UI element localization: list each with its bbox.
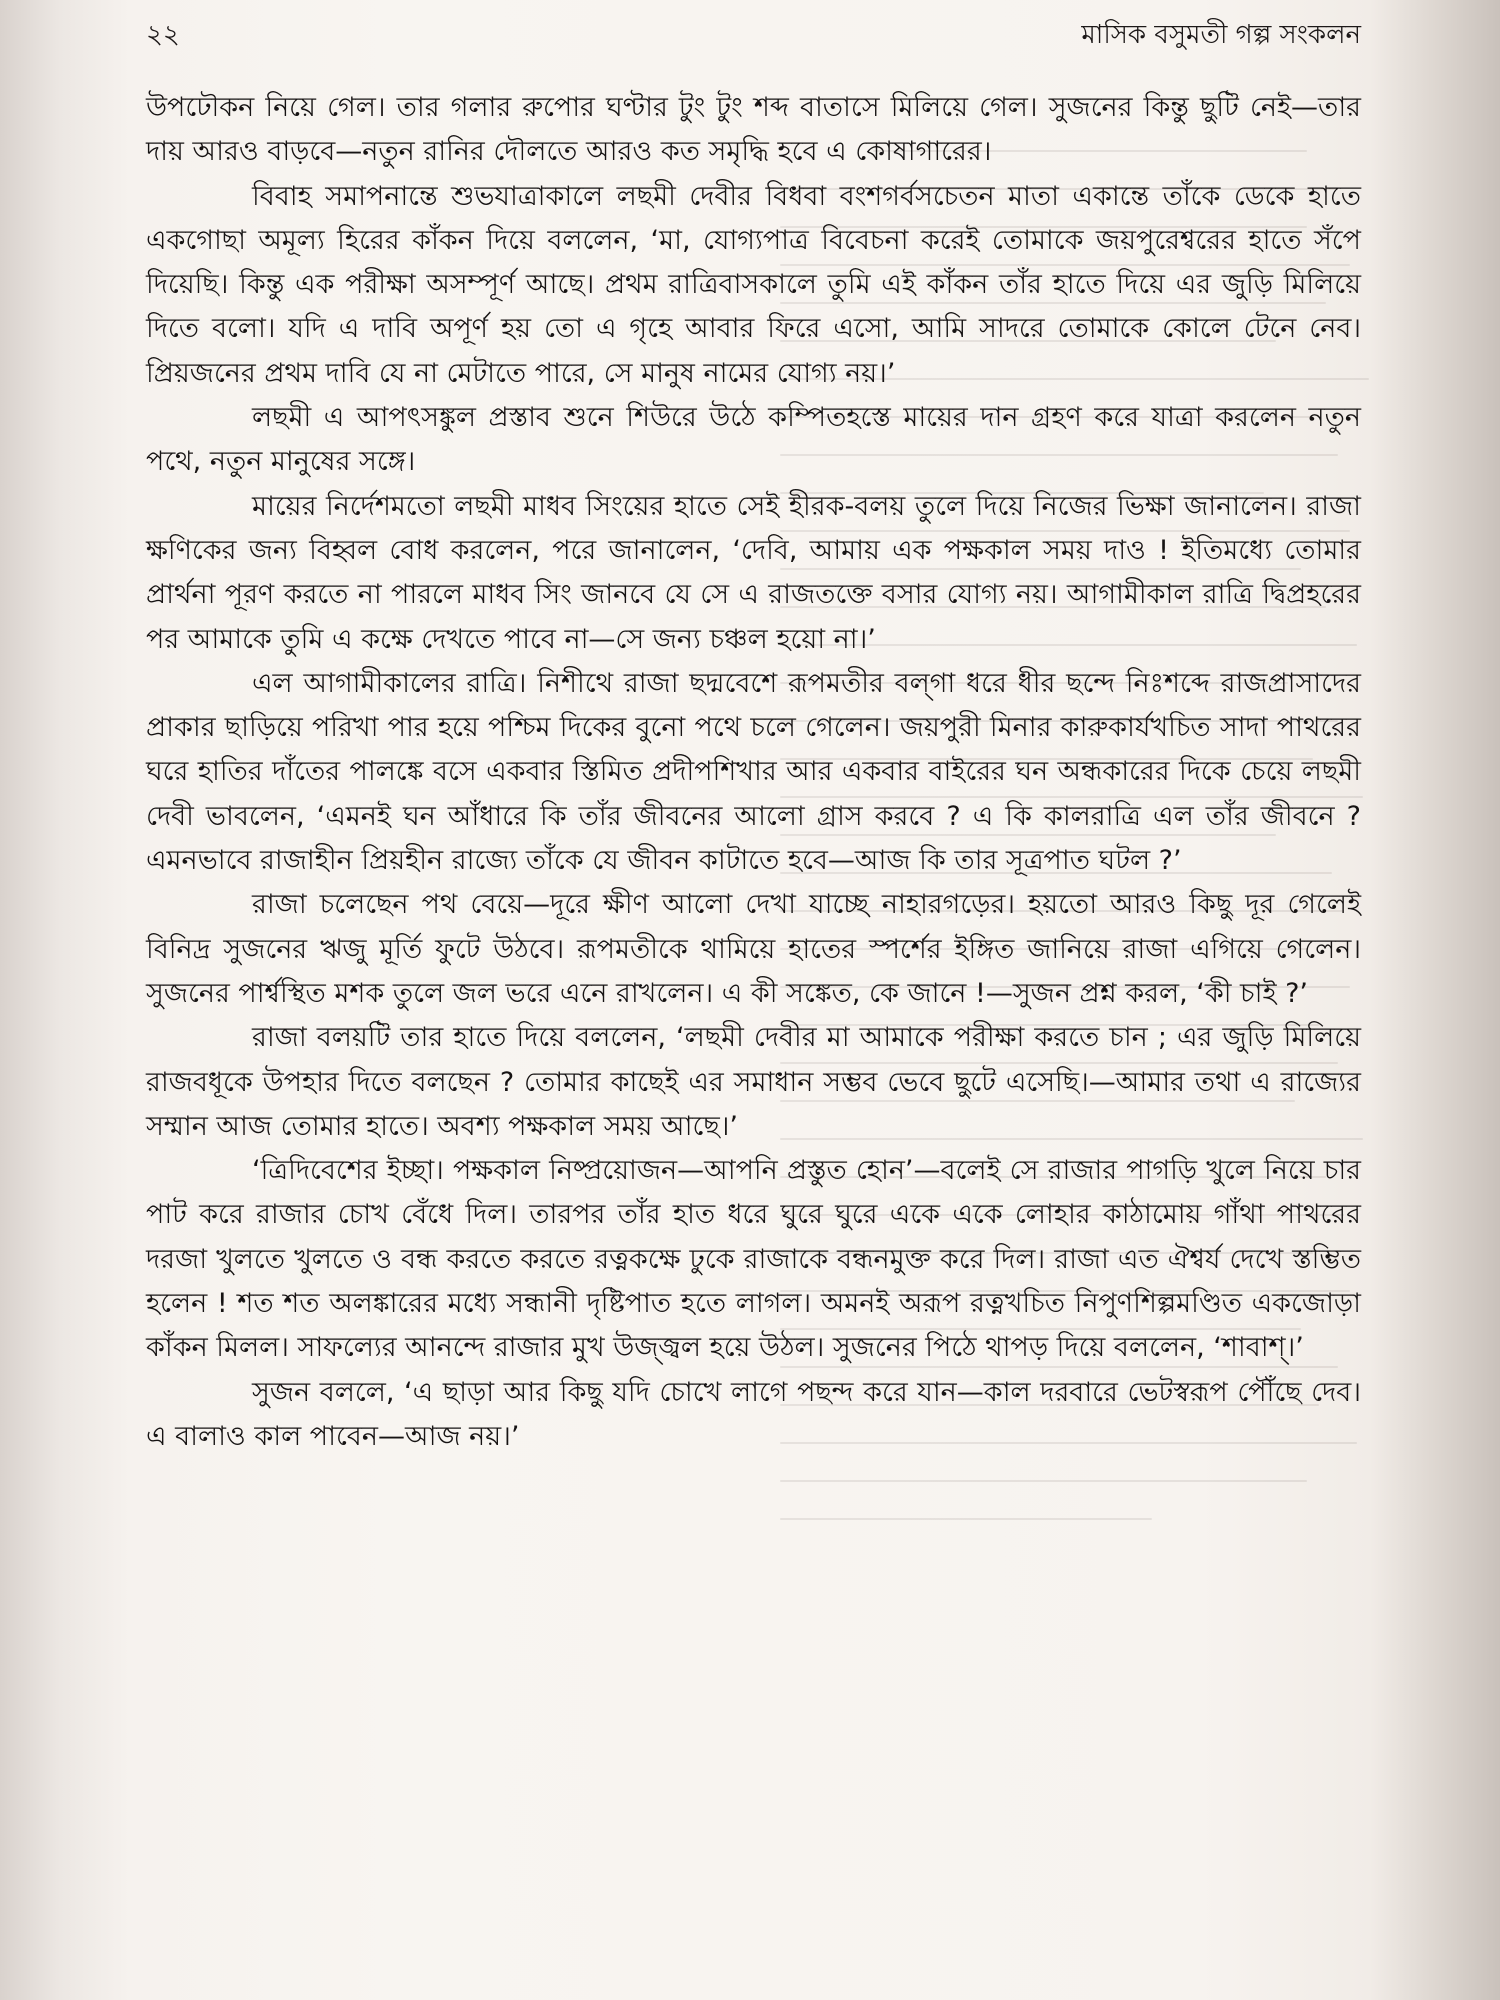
page-number: ২২ xyxy=(146,20,180,50)
paragraph-8: ‘ত্রিদিবেশের ইচ্ছা। পক্ষকাল নিষ্প্রয়োজন—আপনি প্রস্তুত হোন’—বলেই সে রাজার পাগড়ি খুলে নিয়ে চার পাট করে রাজার চোখ বেঁধে দিল। তারপর তাঁর হাত ধরে ঘুরে ঘুরে একে একে লোহার কাঠামোয় গাঁথা পাথরের দরজা খুলতে খুলতে ও বন্ধ করতে করতে রত্নকক্ষে ঢুকে রাজাকে বন্ধনমুক্ত করে দিল। রাজা এত ঐশ্বর্য দেখে স্তম্ভিত হলেন ! শত শত অলঙ্কারের মধ্যে সন্ধানী দৃষ্টিপাত হতে লাগল। অমনই অরূপ রত্নখচিত নিপুণশিল্পমণ্ডিত একজোড়া কাঁকন মিলল। সাফল্যের আনন্দে রাজার মুখ উজ্জ্বল হয়ে উঠল। সুজনের পিঠে থাপড় দিয়ে বললেন, ‘শাবাশ্‌।’ xyxy=(146,1155,1361,1364)
paragraph-6: রাজা চলেছেন পথ বেয়ে—দূরে ক্ষীণ আলো দেখা যাচ্ছে নাহারগড়ের। হয়তো আরও কিছু দূর গেলেই বিনিদ্র সুজনের ঋজু মূর্তি ফুটে উঠবে। রূপমতীকে থামিয়ে হাতের স্পর্শের ইঙ্গিত জানিয়ে রাজা এগিয়ে গেলেন। সুজনের পার্শ্বস্থিত মশক তুলে জল ভরে এনে রাখলেন। এ কী সঙ্কেত, কে জানে !—সুজন প্রশ্ন করল, ‘কী চাই ?’ xyxy=(146,889,1361,1009)
paragraph-7: রাজা বলয়টি তার হাতে দিয়ে বললেন, ‘লছমী দেবীর মা আমাকে পরীক্ষা করতে চান ; এর জুড়ি মিলিয়ে রাজবধূকে উপহার দিতে বলছেন ? তোমার কাছেই এর সমাধান সম্ভব ভেবে ছুটে এসেছি।—আমার তথা এ রাজ্যের সম্মান আজ তোমার হাতে। অবশ্য পক্ষকাল সময় আছে।’ xyxy=(146,1022,1361,1142)
running-title: মাসিক বসুমতী গল্প সংকলন xyxy=(1081,20,1361,50)
paragraph-3: লছমী এ আপৎসঙ্কুল প্রস্তাব শুনে শিউরে উঠে কম্পিতহস্তে মায়ের দান গ্রহণ করে যাত্রা করলেন নতুন পথে, নতুন মানুষের সঙ্গে। xyxy=(146,402,1361,478)
paragraph-4: মায়ের নির্দেশমতো লছমী মাধব সিংয়ের হাতে সেই হীরক-বলয় তুলে দিয়ে নিজের ভিক্ষা জানালেন। রাজা ক্ষণিকের জন্য বিহ্বল বোধ করলেন, পরে জানালেন, ‘দেবি, আমায় এক পক্ষকাল সময় দাও ! ইতিমধ্যে তোমার প্রার্থনা পূরণ করতে না পারলে মাধব সিং জানবে যে সে এ রাজতক্তে বসার যোগ্য নয়। আগামীকাল রাত্রি দ্বিপ্রহরের পর আমাকে তুমি এ কক্ষে দেখতে পাবে না—সে জন্য চঞ্চল হয়ো না।’ xyxy=(146,490,1361,655)
paragraph-1: উপঢৌকন নিয়ে গেল। তার গলার রুপোর ঘণ্টার টুং টুং শব্দ বাতাসে মিলিয়ে গেল। সুজনের কিন্তু ছুটি নেই—তার দায় আরও বাড়বে—নতুন রানির দৌলতে আরও কত সমৃদ্ধি হবে এ কোষাগারের। xyxy=(146,92,1361,168)
paragraph-9: সুজন বললে, ‘এ ছাড়া আর কিছু যদি চোখে লাগে পছন্দ করে যান—কাল দরবারে ভেটস্বরূপ পৌঁছে দেব। এ বালাও কাল পাবেন—আজ নয়।’ xyxy=(146,1376,1361,1452)
paragraph-5: এল আগামীকালের রাত্রি। নিশীথে রাজা ছদ্মবেশে রূপমতীর বল্‌গা ধরে ধীর ছন্দে নিঃশব্দে রাজপ্রাসাদের প্রাকার ছাড়িয়ে পরিখা পার হয়ে পশ্চিম দিকের বুনো পথে চলে গেলেন। জয়পুরী মিনার কারুকার্যখচিত সাদা পাথরের ঘরে হাতির দাঁতের পালঙ্কে বসে একবার স্তিমিত প্রদীপশিখার আর একবার বাইরের ঘন অন্ধকারের দিকে চেয়ে লছমী দেবী ভাবলেন, ‘এমনই ঘন আঁধারে কি তাঁর জীবনের আলো গ্রাস করবে ? এ কি কালরাত্রি এল তাঁর জীবনে ? এমনভাবে রাজাহীন প্রিয়হীন রাজ্যে তাঁকে যে জীবন কাটাতে হবে—আজ কি তার সূত্রপাত ঘটল ?’ xyxy=(146,667,1361,877)
running-header xyxy=(146,8,1361,64)
story-body xyxy=(146,86,1361,1459)
paragraph-2: বিবাহ সমাপনান্তে শুভযাত্রাকালে লছমী দেবীর বিধবা বংশগর্বসচেতন মাতা একান্তে তাঁকে ডেকে হাতে একগোছা অমূল্য হিরের কাঁকন দিয়ে বললেন, ‘মা, যোগ্যপাত্র বিবেচনা করেই তোমাকে জয়পুরেশ্বরের হাতে সঁপে দিয়েছি। কিন্তু এক পরীক্ষা অসম্পূর্ণ আছে। প্রথম রাত্রিবাসকালে তুমি এই কাঁকন তাঁর হাতে দিয়ে এর জুড়ি মিলিয়ে দিতে বলো। যদি এ দাবি অপূর্ণ হয় তো এ গৃহে আবার ফিরে এসো, আমি সাদরে তোমাকে কোলে টেনে নেব। প্রিয়জনের প্রথম দাবি যে না মেটাতে পারে, সে মানুষ নামের যোগ্য নয়।’ xyxy=(146,180,1361,389)
